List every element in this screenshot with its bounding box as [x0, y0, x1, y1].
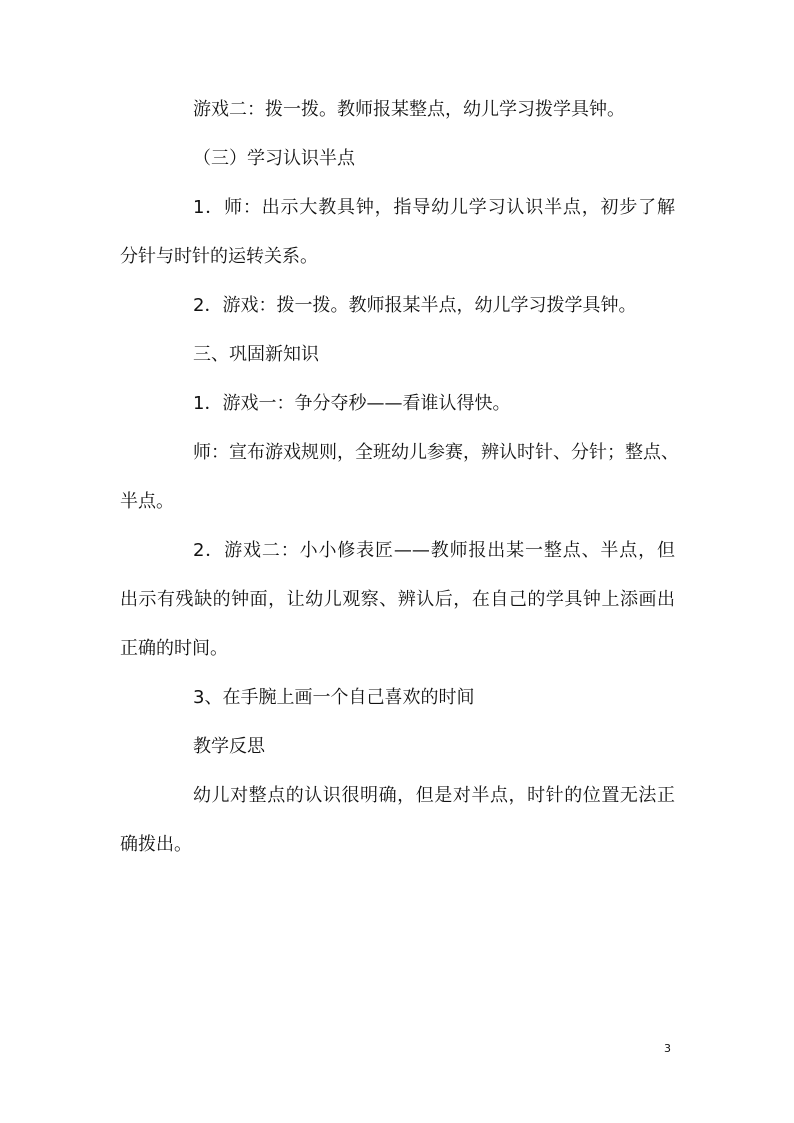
paragraph-game-one: 1．游戏一：争分夺秒——看谁认得快。 [193, 393, 511, 414]
paragraph-draw-time: 3、在手腕上画一个自己喜欢的时间 [193, 687, 475, 708]
paragraph-rules-line2: 半点。 [120, 491, 174, 512]
paragraph-repair-line1: 2．游戏二：小小修表匠——教师报出某一整点、半点，但 [193, 540, 675, 561]
section-heading-reflection: 教学反思 [193, 736, 265, 757]
paragraph-repair-line2: 出示有残缺的钟面，让幼儿观察、辨认后，在自己的学具钟上添画出 [120, 589, 675, 610]
paragraph-reflection-line2: 确拨出。 [120, 834, 192, 855]
paragraph-game-half-hour: 2．游戏：拨一拨。教师报某半点，幼儿学习拨学具钟。 [193, 295, 637, 316]
section-heading-half-hour: （三）学习认识半点 [193, 148, 355, 169]
paragraph-teacher-clock-line2: 分针与时针的运转关系。 [120, 246, 318, 267]
paragraph-game-two-hour: 游戏二：拨一拨。教师报某整点，幼儿学习拨学具钟。 [193, 99, 625, 120]
paragraph-repair-line3: 正确的时间。 [120, 638, 228, 659]
paragraph-reflection-line1: 幼儿对整点的认识很明确，但是对半点，时针的位置无法正 [193, 785, 675, 806]
section-heading-consolidate: 三、巩固新知识 [193, 344, 319, 365]
paragraph-rules-line1: 师：宣布游戏规则，全班幼儿参赛，辨认时针、分针；整点、 [193, 442, 679, 463]
paragraph-teacher-clock-line1: 1．师：出示大教具钟，指导幼儿学习认识半点，初步了解 [193, 197, 675, 218]
page-number: 3 [664, 1042, 671, 1055]
